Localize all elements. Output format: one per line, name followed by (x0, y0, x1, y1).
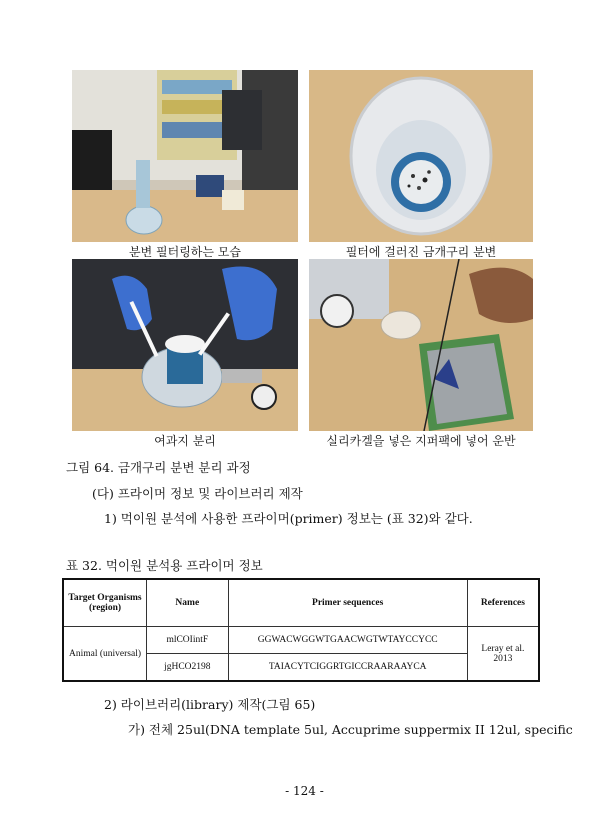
photo-filtering (72, 70, 298, 242)
paragraph-library: 2) 라이브러리(library) 제작(그림 65) (104, 697, 316, 712)
cell-organism: Animal (universal) (63, 627, 147, 682)
photo-separate-filter (72, 259, 298, 431)
photo3-caption: 여과지 분리 (154, 434, 216, 448)
table-caption: 표 32. 먹이원 분석용 프라이머 정보 (66, 558, 263, 573)
header-name: Name (147, 579, 229, 627)
photo4-caption: 실리카겔을 넣은 지퍼팩에 넣어 운반 (326, 434, 516, 448)
header-ref: References (467, 579, 539, 627)
cell-seq: TAIACYTCIGGRTGICCRAARAAYCA (228, 654, 467, 682)
header-seq: Primer sequences (228, 579, 467, 627)
paragraph-primer-info: 1) 먹이원 분석에 사용한 프라이머(primer) 정보는 (표 32)와 같다. (104, 511, 473, 526)
primer-table (62, 578, 540, 682)
paragraph-volume: 가) 전체 25ul(DNA template 5ul, Accuprime suppermix II 12ul, specific (128, 722, 573, 737)
cell-reference: Leray et al. 2013 (467, 627, 539, 682)
table-header-row (63, 579, 539, 627)
table-row (63, 627, 539, 654)
photo-filter-feces (309, 70, 533, 242)
page-number: - 124 - (285, 784, 324, 798)
figure-caption: 그림 64. 금개구리 분변 분리 과정 (66, 460, 251, 475)
cell-name: jgHCO2198 (147, 654, 229, 682)
section-heading: (다) 프라이머 정보 및 라이브러리 제작 (92, 486, 303, 501)
cell-seq: GGWACWGGWTGAACWGTWTAYCCYCC (228, 627, 467, 654)
photo1-caption: 분변 필터링하는 모습 (129, 245, 241, 259)
photo-zipper-bag (309, 259, 533, 431)
cell-name: mlCOIintF (147, 627, 229, 654)
photo2-caption: 필터에 걸러진 금개구리 분변 (345, 245, 497, 259)
header-target: Target Organisms (region) (63, 579, 147, 627)
